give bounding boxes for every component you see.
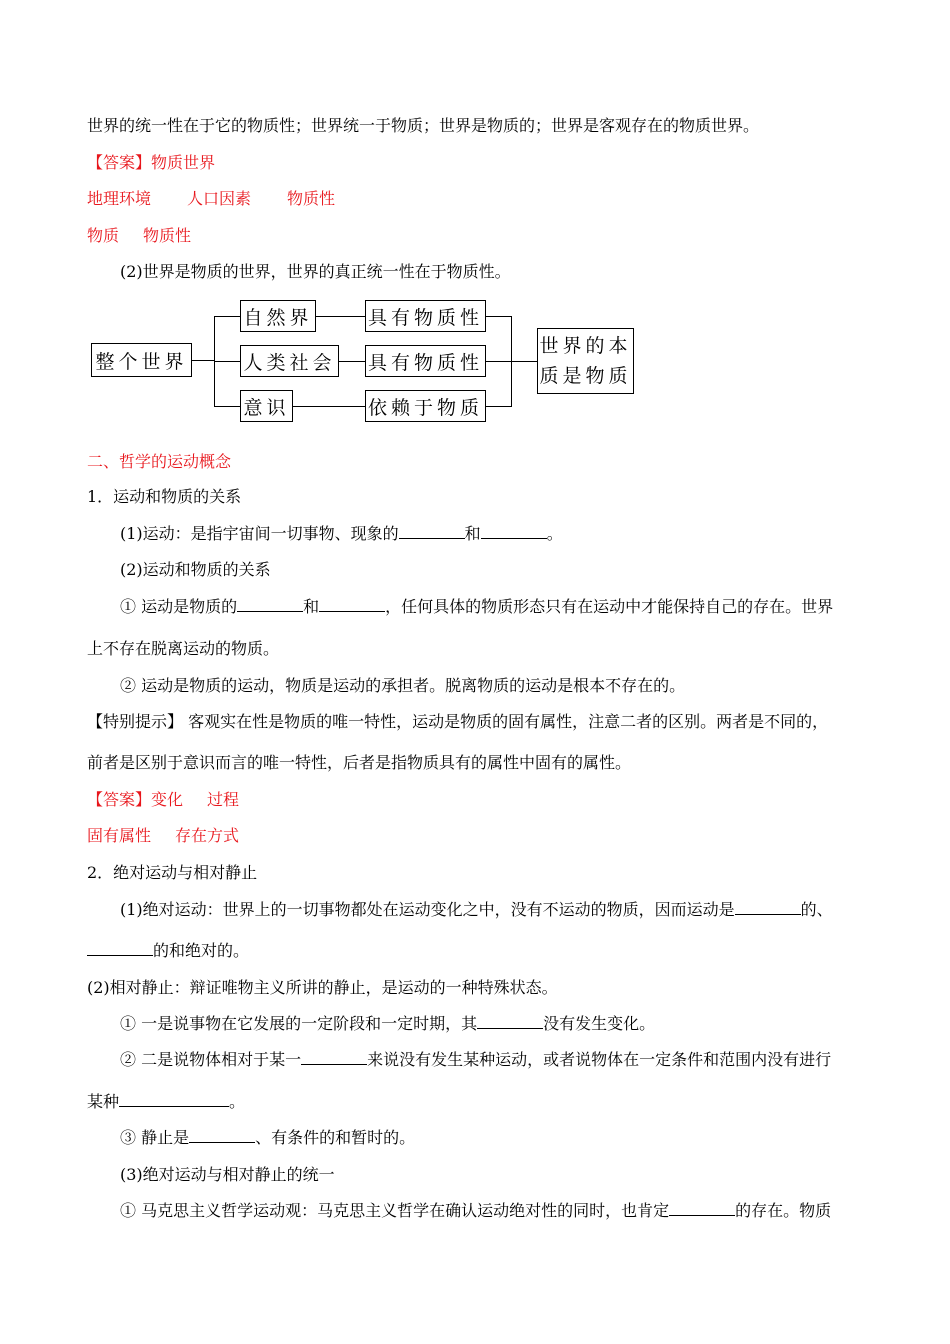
text-line [120,1127,415,1149]
fill-blank [119,1091,229,1107]
answer-text: 固有属性 [87,826,152,845]
answer-text: 物质性 [287,189,336,208]
text-span: ② 二是说物体相对于某一 [120,1050,302,1069]
answer-line [87,152,215,174]
fill-blank [477,1013,543,1029]
answer-line [87,825,239,847]
text-line [120,596,833,618]
text-span: 来说没有发生某种运动，或者说物体在一定条件和范围内没有进行 [367,1050,832,1069]
diagram-mid-box-consciousness: 意识 [240,390,293,422]
diagram-root-box: 整个世界 [91,343,192,377]
diagram-result-line: 世界的本 [539,335,632,357]
answer-text: 变化 [151,790,184,809]
answer-text: 人口因素 [187,189,252,208]
answer-text: 地理环境 [87,189,152,208]
text-line: (2)相对静止：辩证唯物主义所讲的静止，是运动的一种特殊状态。 [87,978,558,997]
answer-line [87,188,335,210]
text-span: ① 一是说事物在它发展的一定阶段和一定时期，其 [120,1014,478,1033]
text-span: ① 运动是物质的 [120,597,238,616]
tip-line: 【特别提示】 客观实在性是物质的唯一特性，运动是物质的固有属性，注意二者的区别。两者是不同的， [87,712,829,731]
answer-text: 物质 [87,226,120,245]
text-line: (2)世界是物质的世界，世界的真正统一性在于物质性。 [120,262,511,281]
text-line: ② 运动是物质的运动，物质是运动的承担者。脱离物质的运动是根本不存在的。 [120,676,686,695]
text-line [120,899,833,921]
fill-blank [481,523,547,539]
fill-blank [669,1200,735,1216]
fill-blank [399,523,465,539]
text-span: 的、 [800,900,833,919]
answer-text: 物质世界 [151,153,216,172]
text-span: ① 马克思主义哲学运动观：马克思主义哲学在确认运动绝对性的同时，也肯定 [120,1201,670,1220]
text-span: ③ 静止是 [120,1128,190,1147]
diagram-result-box [537,328,634,394]
answer-tag: 【答案】 [87,153,152,172]
text-span: 。 [546,524,563,543]
answer-text: 过程 [207,790,240,809]
text-line [120,1200,831,1222]
text-line [87,940,249,962]
answer-line [87,789,239,811]
diagram-mid-box-society: 人类社会 [240,345,339,377]
text-line [120,1013,655,1035]
answer-text: 存在方式 [175,826,240,845]
text-span: 没有发生变化。 [543,1014,656,1033]
text-span: 和 [464,524,481,543]
diagram-right-box: 依赖于物质 [365,390,486,422]
fill-blank [319,596,385,612]
question-heading: 1．运动和物质的关系 [87,487,242,506]
text-line: (2)运动和物质的关系 [120,560,271,579]
text-span: 和 [303,597,320,616]
tip-line: 前者是区别于意识而言的唯一特性，后者是指物质具有的属性中固有的属性。 [87,753,632,772]
text-span: (1)运动：是指宇宙间一切事物、现象的 [120,524,399,543]
text-line: 上不存在脱离运动的物质。 [87,639,280,658]
answer-line [87,225,191,247]
text-span: 。 [229,1092,246,1111]
fill-blank [237,596,303,612]
text-span: (1)绝对运动：世界上的一切事物都处在运动变化之中，没有不运动的物质，因而运动是 [120,900,735,919]
diagram-mid-box-nature: 自然界 [240,300,316,332]
question-heading: 2．绝对运动与相对静止 [87,863,258,882]
text-span: 的存在。物质 [735,1201,832,1220]
answer-text: 物质性 [143,226,192,245]
fill-blank [189,1127,255,1143]
text-span: 的和绝对的。 [153,941,250,960]
fill-blank [87,940,153,956]
text-line: (3)绝对运动与相对静止的统一 [120,1165,335,1184]
text-line [120,523,563,545]
text-line: 世界的统一性在于它的物质性；世界统一于物质；世界是物质的；世界是客观存在的物质世界。 [87,116,760,135]
text-span: ，任何具体的物质形态只有在运动中才能保持自己的存在。世界 [385,597,834,616]
text-line [120,1049,831,1071]
fill-blank [301,1049,367,1065]
text-span: 、有条件的和暂时的。 [255,1128,416,1147]
text-line [87,1091,245,1113]
diagram-result-line: 质是物质 [539,365,632,387]
section-heading: 二、哲学的运动概念 [87,452,232,471]
text-span: 某种 [87,1092,120,1111]
diagram-right-box: 具有物质性 [365,345,486,377]
diagram-right-box: 具有物质性 [365,300,486,332]
fill-blank [735,899,801,915]
answer-tag: 【答案】 [87,790,152,809]
